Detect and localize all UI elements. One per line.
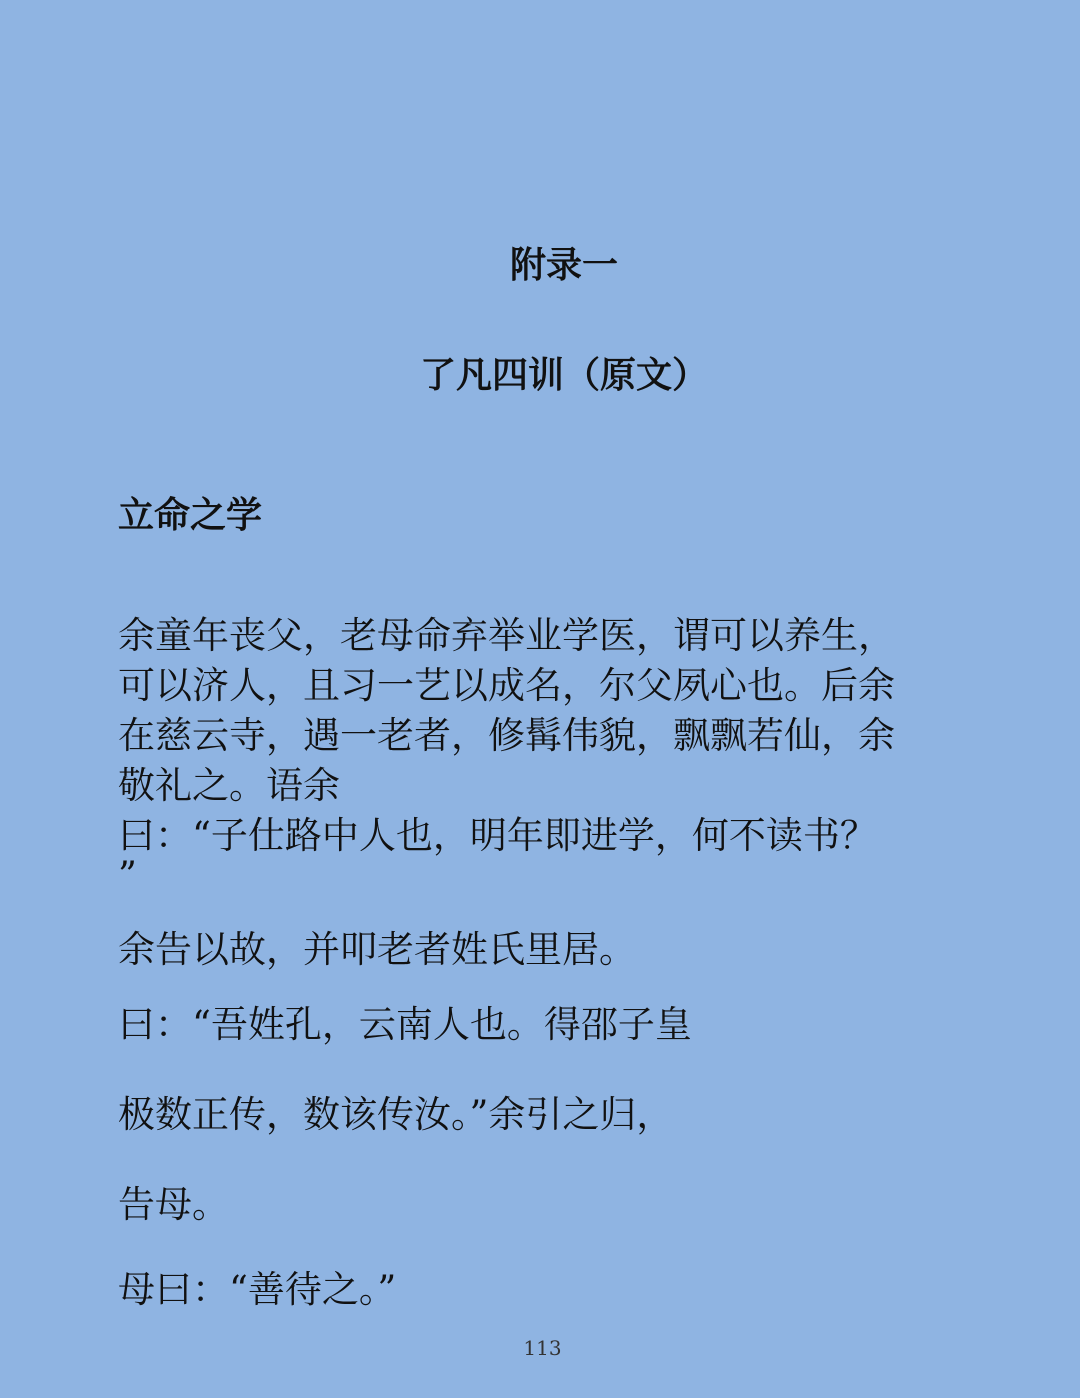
text-line: ” [118,854,137,897]
text-line: 曰：“子仕路中人也，明年即进学，何不读书？ [118,814,877,857]
text-line: 在慈云寺，遇一老者，修髯伟貌，飘飘若仙，余 [118,714,895,757]
page-number: 113 [523,1336,562,1360]
paragraph-5: 告母。 [118,1183,229,1226]
paragraph-1 [118,611,933,897]
book-title: 了凡四训（原文） [419,355,708,396]
text-line: 敬礼之。语余 [118,764,340,807]
appendix-label: 附录一 [509,245,618,286]
paragraph-6: 母曰：“善待之。” [118,1268,397,1311]
text-line: 可以济人，且习一艺以成名，尔父夙心也。后余 [118,664,895,707]
text-line: 余童年丧父，老母命弃举业学医，谓可以养生， [118,614,895,657]
paragraph-2: 余告以故，并叩老者姓氏里居。 [118,928,636,971]
paragraph-3: 曰：“吾姓孔，云南人也。得邵子皇 [118,1003,692,1046]
section-heading: 立命之学 [118,495,263,536]
paragraph-4: 极数正传，数该传汝。”余引之归， [118,1093,674,1136]
